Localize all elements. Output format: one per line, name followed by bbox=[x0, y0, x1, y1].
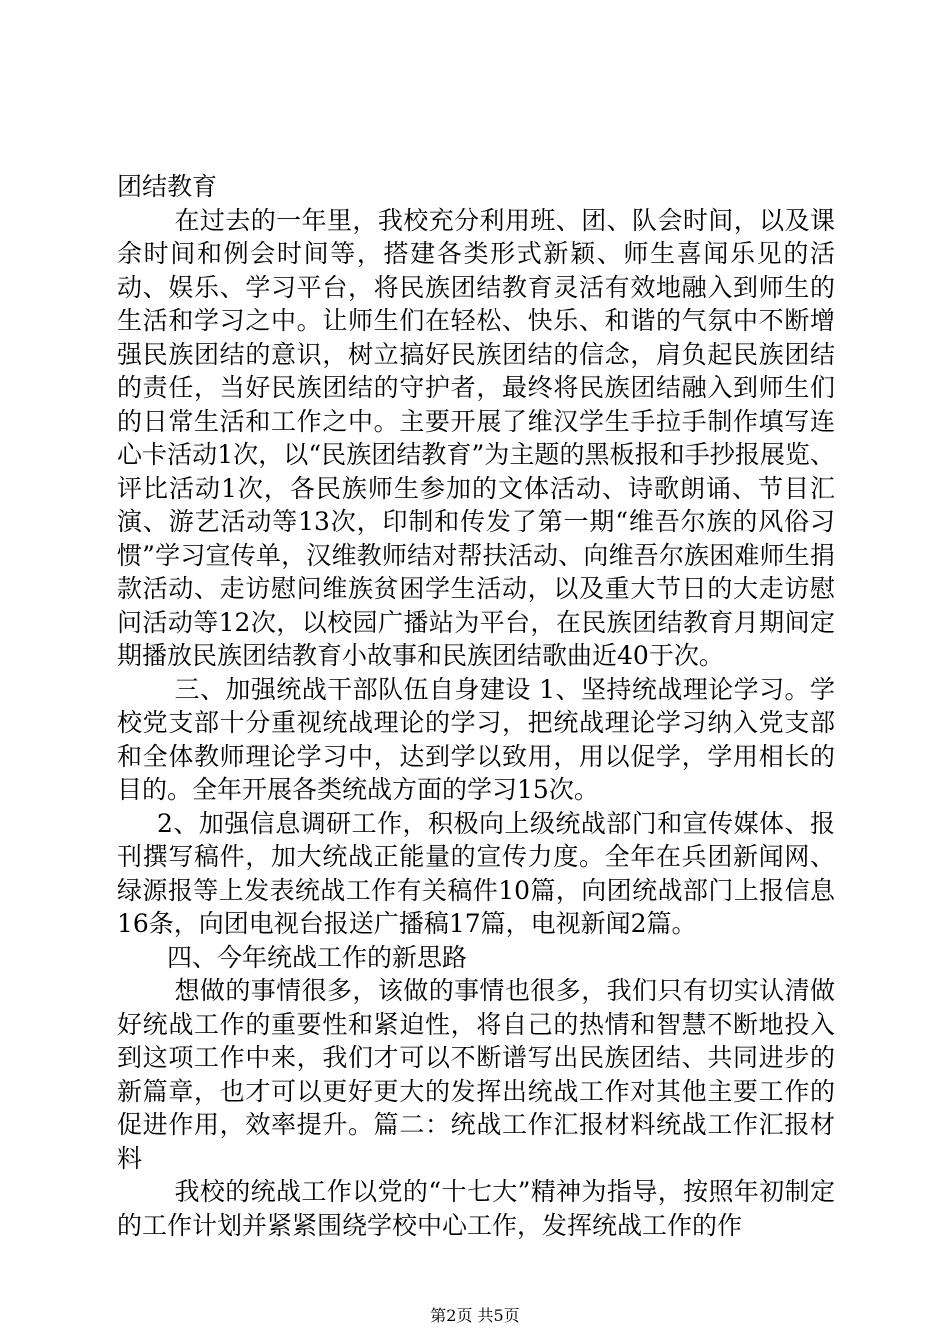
paragraph-activities: 在过去的一年里，我校充分利用班、团、队会时间，以及课余时间和例会时间等，搭建各类形式新颖、师生喜闻乐见的活动、娱乐、学习平台，将民族团结教育灵活有效地融入到师生的生活和学习之中。让师生们在轻松、快乐、和谐的气氛中不断增强民族团结的意识，树立搞好民族团结的信念，肩负起民族团结的责任，当好民族团结的守护者，最终将民族团结融入到师生们的日常生活和工作之中。主要开展了维汉学生手拉手制作填写连心卡活动1次，以“民族团结教育”为主题的黑板报和手抄报展览、评比活动1次，各民族师生参加的文体活动、诗歌朗诵、节目汇演、游艺活动等13次，印制和传发了第一期“维吾尔族的风俗习惯”学习宣传单，汉维教师结对帮扶活动、向维吾尔族困难师生捐款活动、走访慰问维族贫困学生活动，以及重大节日的大走访慰问活动等12次，以校园广播站为平台，在民族团结教育月期间定期播放民族团结教育小故事和民族团结歌曲近40于次。 bbox=[117, 205, 835, 670]
page-number-footer: 第2页 共5页 bbox=[430, 1306, 520, 1325]
paragraph-report-intro: 我校的统战工作以党的“十七大”精神为指导，按照年初制定的工作计划并紧紧围绕学校中心工作，发挥统战工作的作 bbox=[117, 1177, 835, 1240]
paragraph-new-ideas: 想做的事情很多，该做的事情也很多，我们只有切实认清做好统战工作的重要性和紧迫性，将自己的热情和智慧不断地投入到这项工作中来，我们才可以不断谱写出民族团结、共同进步的新篇章，也才可以更好更大的发挥出统战工作对其他主要工作的促进作用，效率提升。篇二：统战工作汇报材料统战工作汇报材料 bbox=[117, 976, 835, 1173]
paragraph-info-research: 2、加强信息调研工作，积极向上级统战部门和宣传媒体、报刊撰写稿件，加大统战正能量的宣传力度。全年在兵团新闻网、绿源报等上发表统战工作有关稿件10篇，向团统战部门上报信息16条，向团电视台报送广播稿17篇，电视新闻2篇。 bbox=[117, 808, 835, 938]
paragraph-cadre-building: 三、加强统战干部队伍自身建设 1、坚持统战理论学习。学校党支部十分重视统战理论的学习，把统战理论学习纳入党支部和全体教师理论学习中，达到学以致用，用以促学，学用相长的目的。全年开展各类统战方面的学习15次。 bbox=[117, 674, 835, 804]
section-heading-new-ideas: 四、今年统战工作的新思路 bbox=[167, 942, 468, 972]
document-body bbox=[117, 170, 835, 1242]
section-heading-fragment: 团结教育 bbox=[117, 172, 218, 201]
